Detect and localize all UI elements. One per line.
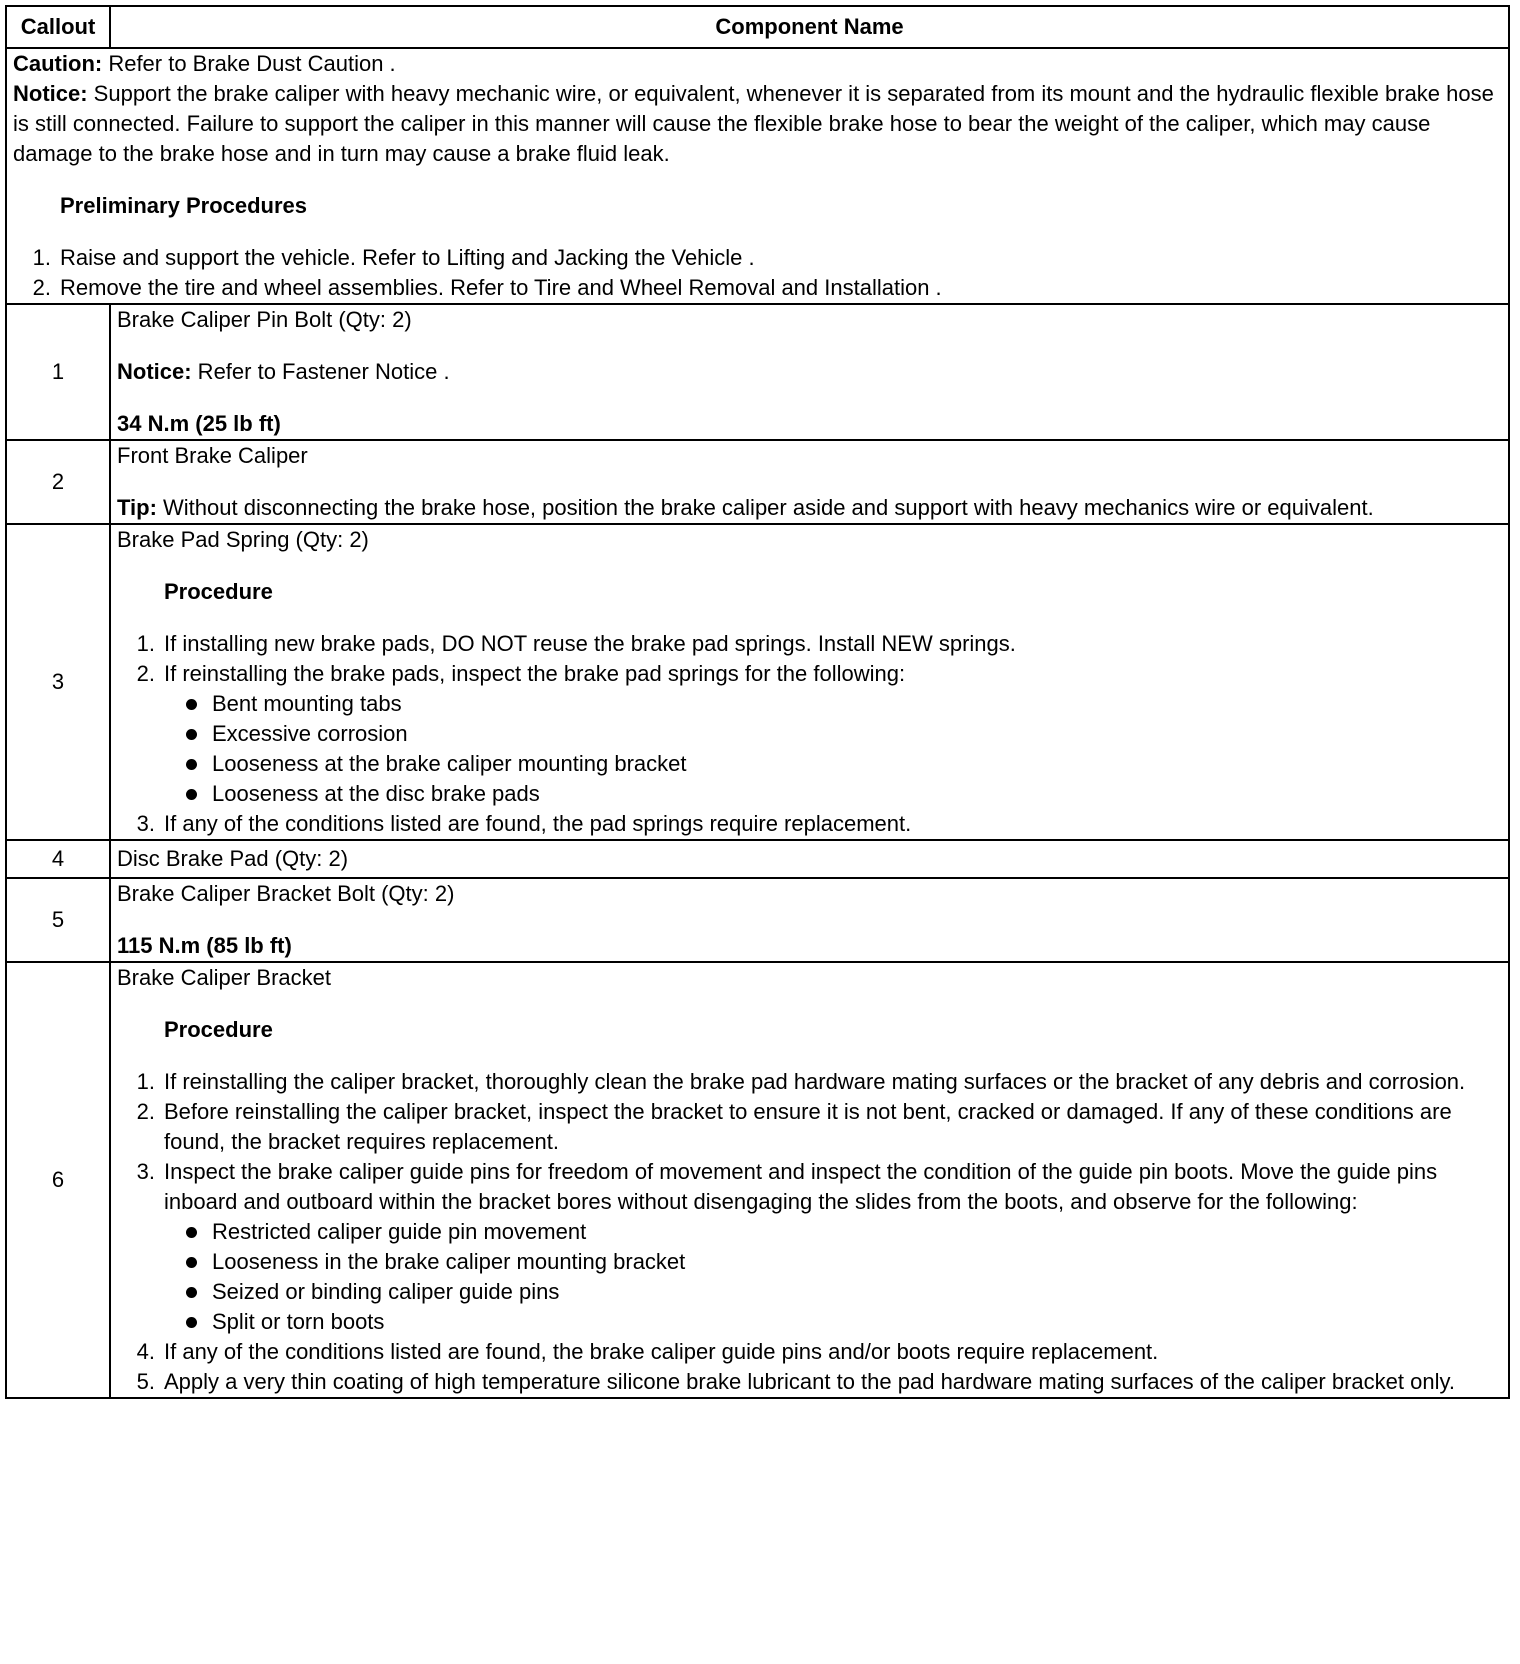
component-cell: [110, 304, 1509, 440]
callout-number: 3: [6, 524, 110, 840]
bullet-item: Bent mounting tabs: [164, 689, 1502, 719]
table-row: [6, 524, 1509, 840]
component-name: Brake Pad Spring (Qty: 2): [117, 527, 369, 552]
procedure-title: Procedure: [164, 579, 273, 604]
component-cell: [110, 962, 1509, 1398]
torque-spec: 34 N.m (25 lb ft): [117, 411, 281, 436]
component-cell: [110, 524, 1509, 840]
notice-paragraph: [13, 79, 1502, 169]
procedure-steps: [117, 1067, 1502, 1397]
list-item: 3. Inspect the brake caliper guide pins for freedom of movement and inspect the condition of the guide pin boots. Move the guide pins inboard and outboard within the bracket bores without disengaging the slides from the boots, and observe for the following: Restricted caliper guide pin movement Looseness in the brake caliper mounting bracket Seized or binding caliper guide pins Split or torn boots: [117, 1157, 1502, 1337]
caution-line: [13, 49, 1502, 79]
caution-label: Caution:: [13, 51, 103, 76]
bullet-item: Looseness at the brake caliper mounting bracket: [164, 749, 1502, 779]
bullet-item: Looseness in the brake caliper mounting bracket: [164, 1247, 1502, 1277]
callout-number: 5: [6, 878, 110, 962]
callout-number: 2: [6, 440, 110, 524]
bullet-item: Restricted caliper guide pin movement: [164, 1217, 1502, 1247]
header-row: [6, 6, 1509, 48]
bullet-item: Looseness at the disc brake pads: [164, 779, 1502, 809]
intro-cell: [6, 48, 1509, 304]
bullet-item: Seized or binding caliper guide pins: [164, 1277, 1502, 1307]
procedure-steps: [117, 629, 1502, 839]
component-name: Brake Caliper Pin Bolt (Qty: 2): [117, 307, 412, 332]
component-name: Disc Brake Pad (Qty: 2): [117, 846, 349, 871]
callout-number: 6: [6, 962, 110, 1398]
intro-row: [6, 48, 1509, 304]
component-table: [5, 5, 1510, 1399]
header-component-name: Component Name: [110, 6, 1509, 48]
component-name: Brake Caliper Bracket: [117, 965, 331, 990]
list-item: 2. Before reinstalling the caliper bracket, inspect the bracket to ensure it is not bent, cracked or damaged. If any of these conditions are found, the bracket requires replacement.: [136, 1099, 1452, 1154]
caution-text: Refer to Brake Dust Caution .: [102, 51, 396, 76]
bullet-list: [164, 1217, 1502, 1337]
table-row: [6, 962, 1509, 1398]
bullet-item: Split or torn boots: [164, 1307, 1502, 1337]
notice-line: Notice: Refer to Fastener Notice .: [117, 359, 450, 384]
callout-number: 1: [6, 304, 110, 440]
component-name: Brake Caliper Bracket Bolt (Qty: 2): [117, 881, 455, 906]
list-item: 1. If reinstalling the caliper bracket, thoroughly clean the brake pad hardware mating surfaces or the bracket of any debris and corrosion.: [136, 1069, 1466, 1094]
procedure-title: Procedure: [164, 1017, 273, 1042]
table-row: [6, 440, 1509, 524]
callout-number: 4: [6, 840, 110, 878]
list-item: 2. If reinstalling the brake pads, inspect the brake pad springs for the following: Bent mounting tabs Excessive corrosion Looseness at the brake caliper mounting bracket Looseness at the disc brake pads: [117, 659, 1502, 809]
torque-spec: 115 N.m (85 lb ft): [117, 933, 292, 958]
bullet-list: [164, 689, 1502, 809]
bullet-item: Excessive corrosion: [164, 719, 1502, 749]
prelim-steps: [13, 243, 1502, 303]
list-item: 2. Remove the tire and wheel assemblies. Refer to Tire and Wheel Removal and Installation .: [32, 275, 942, 300]
list-item: 4. If any of the conditions listed are found, the brake caliper guide pins and/or boots require replacement.: [136, 1339, 1159, 1364]
list-item: 1. If installing new brake pads, DO NOT reuse the brake pad springs. Install NEW springs.: [136, 631, 1016, 656]
component-cell: [110, 840, 1509, 878]
table-row: [6, 840, 1509, 878]
list-item: 3. If any of the conditions listed are found, the pad springs require replacement.: [136, 811, 912, 836]
tip-line: Tip: Without disconnecting the brake hose, position the brake caliper aside and support with heavy mechanics wire or equivalent.: [117, 495, 1374, 520]
prelim-title: Preliminary Procedures: [60, 193, 308, 218]
table-row: [6, 304, 1509, 440]
list-item: 1. Raise and support the vehicle. Refer to Lifting and Jacking the Vehicle .: [32, 245, 755, 270]
component-cell: [110, 440, 1509, 524]
header-callout: Callout: [6, 6, 110, 48]
notice-label: Notice:: [13, 81, 88, 106]
notice-text: Support the brake caliper with heavy mechanic wire, or equivalent, whenever it is separated from its mount and the hydraulic flexible brake hose is still connected. Failure to support the caliper in this manner will cause the flexible brake hose to bear the weight of the caliper, which may cause damage to the brake hose and in turn may cause a brake fluid leak.: [13, 81, 1494, 166]
table-row: [6, 878, 1509, 962]
list-item: 5. Apply a very thin coating of high temperature silicone brake lubricant to the pad hardware mating surfaces of the caliper bracket only.: [136, 1369, 1455, 1394]
component-name: Front Brake Caliper: [117, 443, 308, 468]
component-cell: [110, 878, 1509, 962]
